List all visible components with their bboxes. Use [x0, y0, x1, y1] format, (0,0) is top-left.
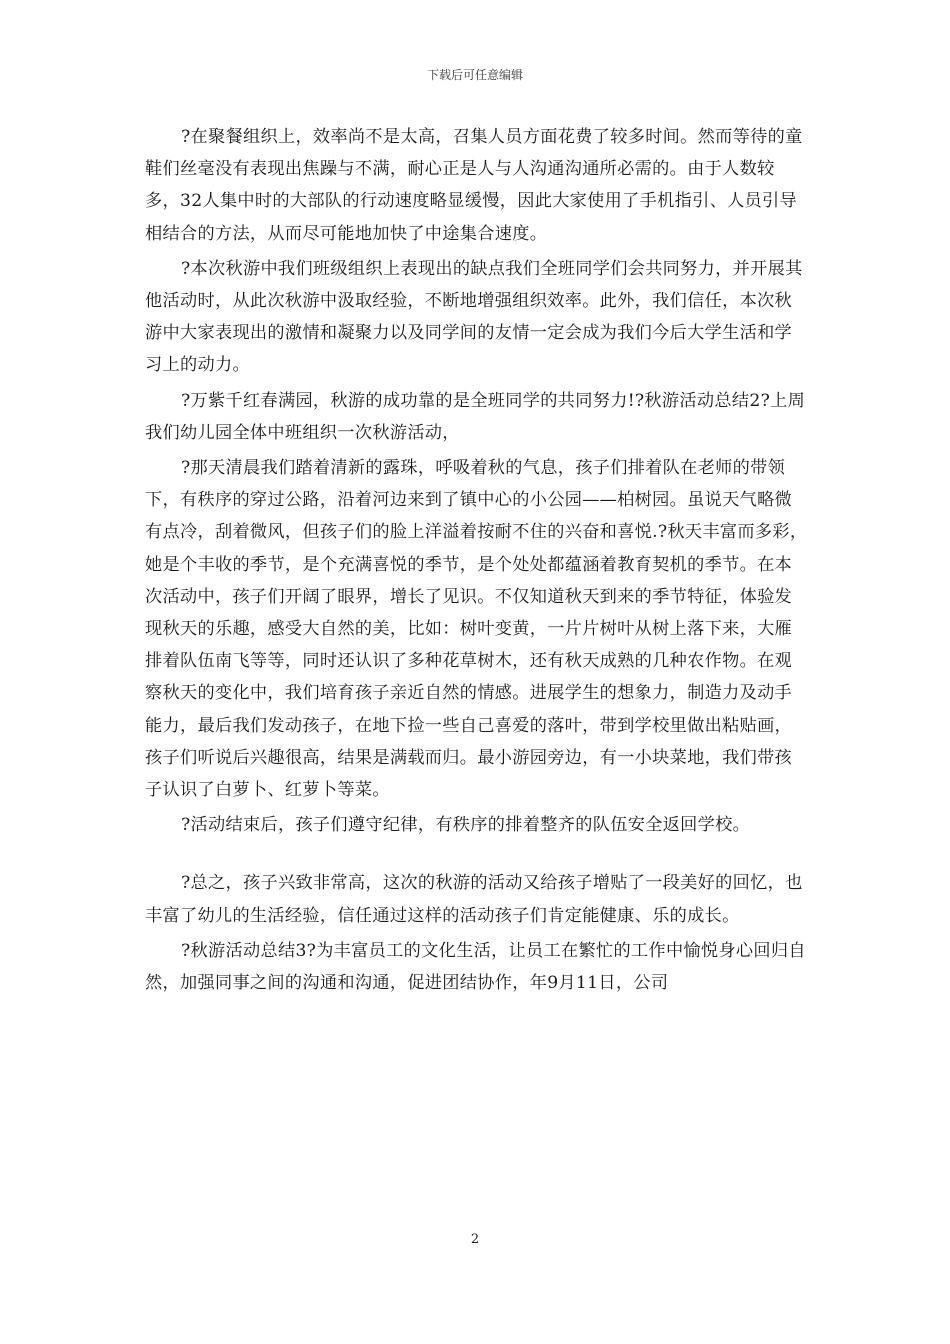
paragraph-5: ?活动结束后，孩子们遵守纪律，有秩序的排着整齐的队伍安全返回学校。 — [181, 815, 751, 836]
paragraph-7: ?秋游活动总结3?为丰富员工的文化生活，让员工在繁忙的工作中愉悦身心回归自然，加强同事之间的沟通和沟通，促进团结协作，年9月11日，公司 — [145, 940, 806, 994]
paragraph-1: ?在聚餐组织上，效率尚不是太高，召集人员方面花费了较多时间。然而等待的童鞋们丝毫没有表现出焦躁与不满，耐心正是人与人沟通沟通所必需的。由于人数较多，32人集中时的大部队的行动速度略显缓慢，因此大家使用了手机指引、人员引导相结合的方法，从而尽可能地加快了中途集合速度。 — [145, 127, 803, 244]
paragraph-6: ?总之，孩子兴致非常高，这次的秋游的活动又给孩子增贴了一段美好的回忆，也丰富了幼儿的生活经验，信任通过这样的活动孩子们肯定能健康、乐的成长。 — [145, 873, 803, 926]
paragraph-2: ?本次秋游中我们班级组织上表现出的缺点我们全班同学们会共同努力，并开展其他活动时，从此次秋游中汲取经验，不断地增强组织效率。此外，我们信任，本次秋游中大家表现出的激情和凝聚力以及同学间的友情一定会成为我们今后大学生活和学习上的动力。 — [145, 258, 803, 376]
page-number: 2 — [470, 1232, 480, 1247]
paragraph-3: ?万紫千红春满园，秋游的成功靠的是全班同学的共同努力!?秋游活动总结2?上周我们幼儿园全体中班组织一次秋游活动， — [145, 390, 806, 443]
document-body — [145, 121, 809, 1002]
paragraph-4: ?那天清晨我们踏着清新的露珠，呼吸着秋的气息，孩子们排着队在老师的带领下，有秩序的穿过公路，沿着河边来到了镇中心的小公园——柏树园。虽说天气略微有点冷，刮着微风，但孩子们的脸上洋溢着按耐不住的兴奋和喜悦.?秋天丰富而多彩，她是个丰收的季节，是个充满喜悦的季节，是个处处都蕴涵着教育契机的季节。在本次活动中，孩子们开阔了眼界，增长了见识。不仅知道秋天到来的季节特征，体验发现秋天的乐趣，感受大自然的美，比如：树叶变黄，一片片树叶从树上落下来，大雁排着队伍南飞等等，同时还认识了多种花草树木，还有秋天成熟的几种农作物。在观察秋天的变化中，我们培育孩子亲近自然的情感。进展学生的想象力，制造力及动手能力，最后我们发动孩子，在地下捡一些自己喜爱的落叶，带到学校里做出粘贴画，孩子们听说后兴趣很高，结果是满载而归。最小游园旁边，有一小块菜地，我们带孩子认识了白萝卜、红萝卜等菜。 — [145, 458, 808, 801]
page-header: 下载后可任意编辑 — [426, 68, 523, 82]
